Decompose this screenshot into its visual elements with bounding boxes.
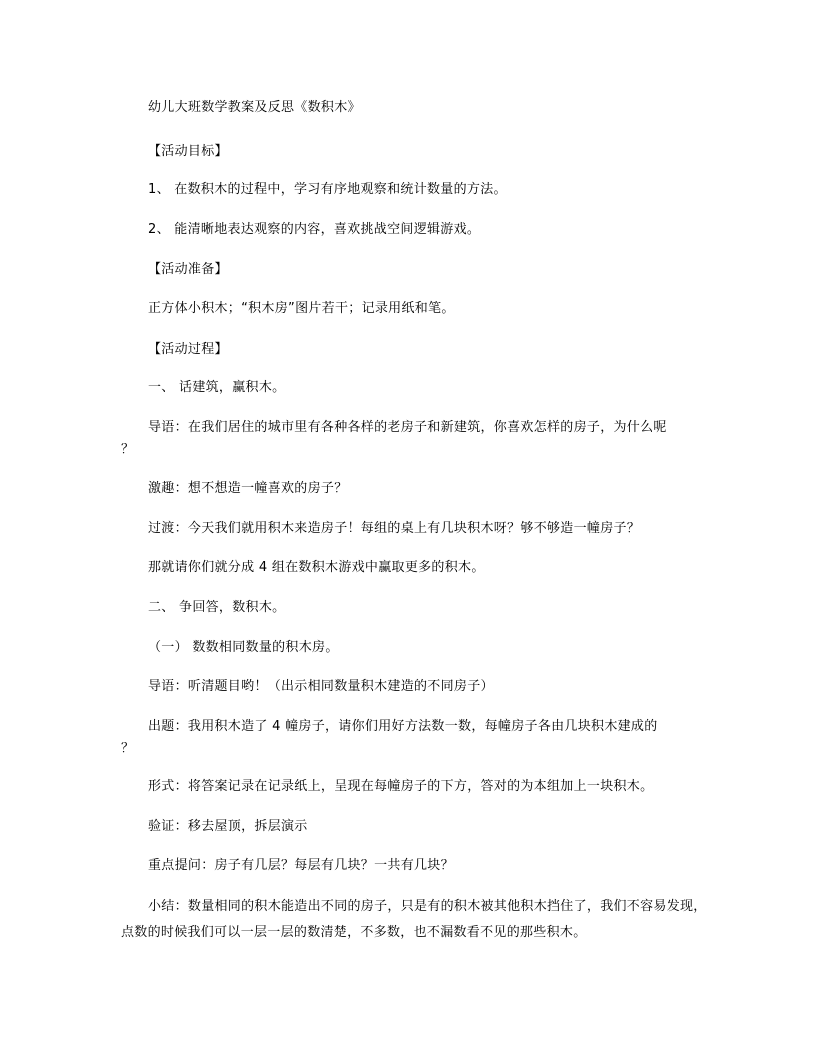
question-paragraph: 出题：我用积木造了 4 幢房子，请你们用好方法数一数，每幢房子各由几块积木建成的 [148, 719, 658, 734]
process-step-1-heading: 一、 话建筑，赢积木。 [148, 380, 286, 395]
process-step-2-heading: 二、 争回答，数积木。 [148, 600, 286, 615]
section-heading-preparation: 【活动准备】 [148, 262, 228, 277]
question-paragraph-continuation: ？ [121, 741, 135, 756]
interest-paragraph: 激趣：想不想造一幢喜欢的房子？ [148, 481, 348, 496]
goal-item-1: 1、 在数积木的过程中，学习有序地观察和统计数量的方法。 [148, 182, 507, 197]
key-question-paragraph: 重点提问：房子有几层？每层有几块？一共有几块？ [148, 858, 454, 873]
guide-paragraph: 导语：听清题目哟！（出示相同数量积木建造的不同房子） [148, 679, 494, 694]
goal-item-2: 2、 能清晰地表达观察的内容，喜欢挑战空间逻辑游戏。 [148, 222, 481, 237]
summary-paragraph: 小结：数量相同的积木能造出不同的房子，只是有的积木被其他积木挡住了，我们不容易发现，点数的时候我们可以一层一层的数清楚，不多数，也不漏数看不见的那些积木。 [121, 899, 707, 940]
transition-paragraph: 过渡：今天我们就用积木来造房子！每组的桌上有几块积木呀？够不够造一幢房子？ [148, 521, 641, 536]
group-paragraph: 那就请你们就分成 4 组在数积木游戏中赢取更多的积木。 [148, 560, 485, 575]
verify-paragraph: 验证：移去屋顶，拆层演示 [148, 819, 308, 834]
section-heading-process: 【活动过程】 [148, 342, 228, 357]
sub-step-1-heading: （一） 数数相同数量的积木房。 [148, 640, 339, 655]
section-heading-goals: 【活动目标】 [148, 144, 228, 159]
intro-paragraph-continuation: ？ [121, 442, 135, 457]
intro-paragraph: 导语：在我们居住的城市里有各种各样的老房子和新建筑，你喜欢怎样的房子，为什么呢 [148, 420, 667, 435]
format-paragraph: 形式：将答案记录在记录纸上，呈现在每幢房子的下方，答对的为本组加上一块积木。 [148, 779, 654, 794]
preparation-text: 正方体小积木；“积木房”图片若干；记录用纸和笔。 [148, 301, 455, 316]
document-title: 幼儿大班数学教案及反思《数积木》 [148, 100, 361, 115]
